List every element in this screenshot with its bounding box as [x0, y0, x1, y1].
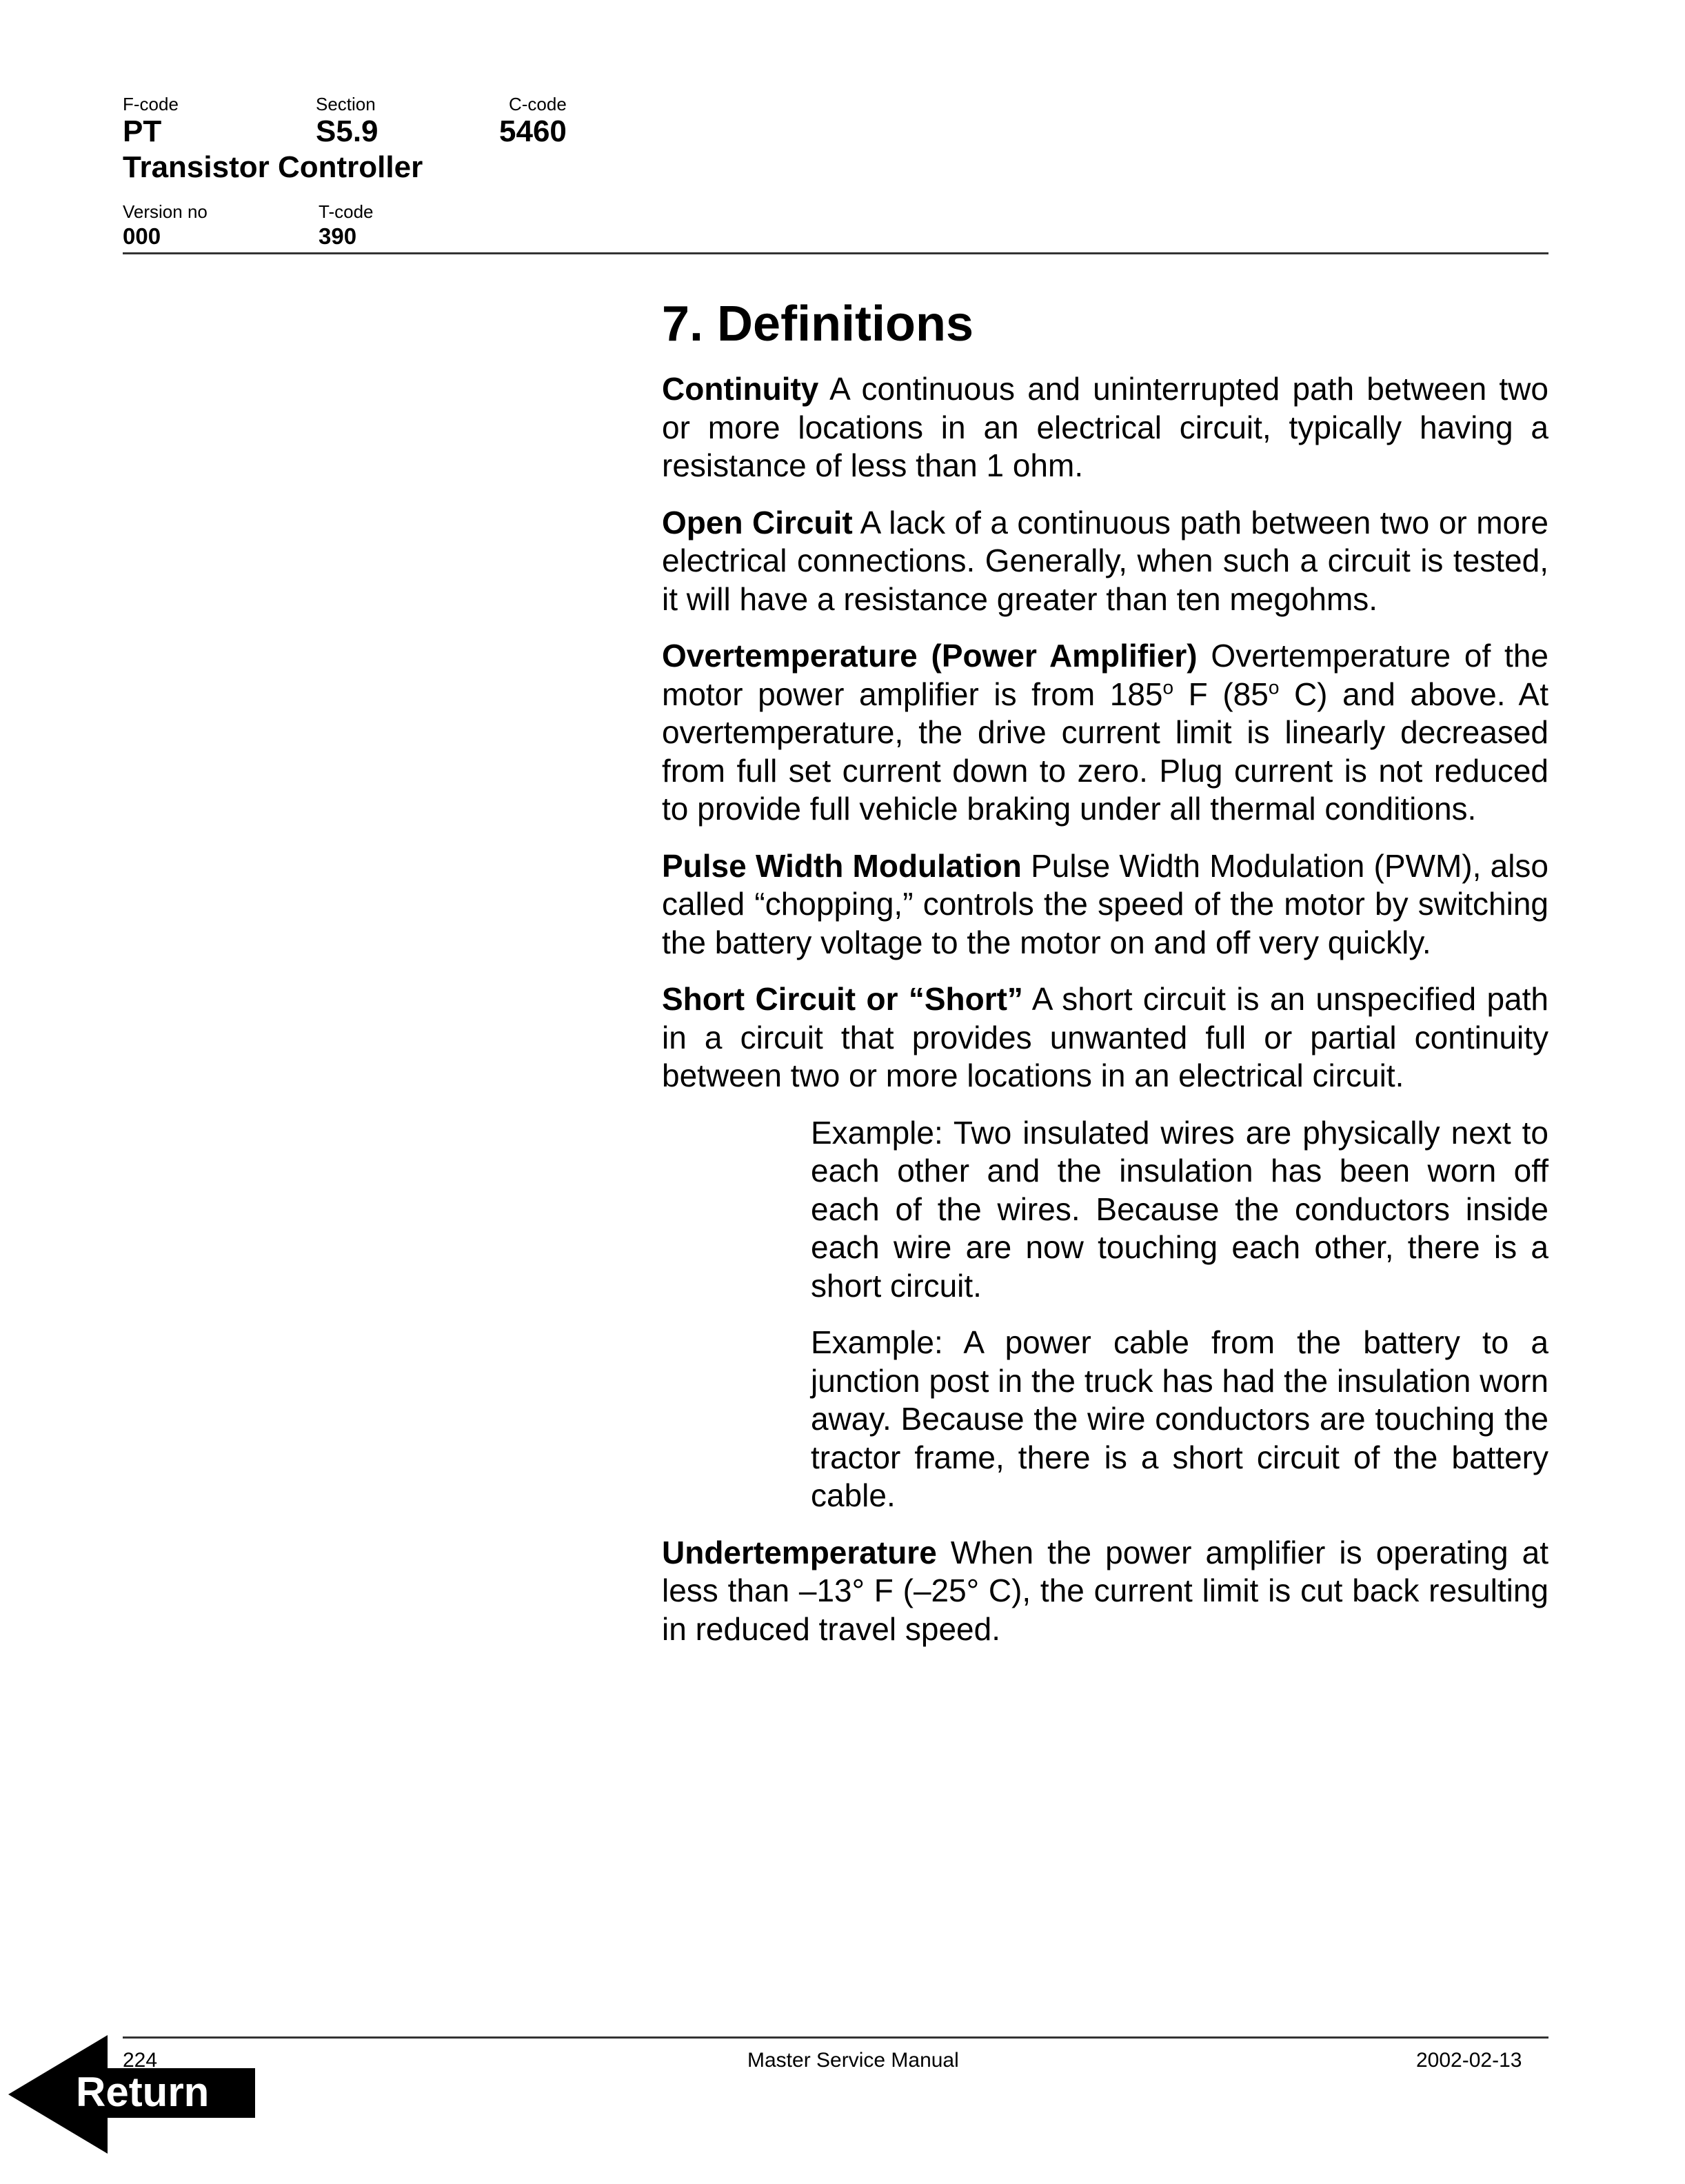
- definition-undertemperature: [662, 1534, 1548, 1649]
- degree-sup: o: [1268, 676, 1280, 698]
- section-heading: 7. Definitions: [662, 296, 974, 352]
- return-button[interactable]: [0, 2032, 256, 2160]
- tcode-label: T-code: [319, 201, 374, 222]
- definition-short-circuit: [662, 980, 1548, 1095]
- term: Short Circuit or “Short”: [662, 981, 1023, 1017]
- version-label: Version no: [123, 201, 208, 222]
- term: Continuity: [662, 371, 819, 407]
- page-number: 224: [123, 2049, 158, 2072]
- ccode-value: 5460: [499, 114, 567, 148]
- fcode-value: PT: [123, 114, 162, 148]
- definition-overtemperature: [662, 637, 1548, 829]
- term: Pulse Width Modulation: [662, 847, 1022, 884]
- term: Undertemperature: [662, 1534, 937, 1570]
- footer-divider: [123, 2036, 1548, 2039]
- definition-text: A short circuit is an unspecified path in a circuit that provides unwanted full or partial continuity between two or more locations in an electrical circuit.: [662, 981, 1548, 1093]
- term: Overtemperature (Power Amplifier): [662, 638, 1198, 674]
- term: Open Circuit: [662, 504, 853, 540]
- definition-text: C) and above. At overtemperature, the drive current limit is linearly decreased from full set current down to zero. Plug current is not reduced to provide full vehicle braking under all thermal conditions.: [662, 676, 1548, 827]
- definitions-section: [662, 293, 1548, 1667]
- section-label: Section: [316, 94, 376, 114]
- tcode-value: 390: [319, 223, 357, 249]
- example-1: Example: Two insulated wires are physically next to each other and the insulation has been worn off each of the wires. Because the conductors inside each wire are now touching each other, there is a short circuit.: [811, 1114, 1548, 1304]
- definition-text: F (85: [1173, 676, 1269, 712]
- footer-date: 2002-02-13: [1416, 2049, 1522, 2072]
- definition-text: Pulse Width Modulation (PWM), also called “chopping,” controls the speed of the motor by switching the battery voltage to the motor on and off very quickly.: [662, 847, 1549, 960]
- header-divider: [123, 252, 1548, 254]
- return-label: Return: [76, 2069, 210, 2115]
- example-2: Example: A power cable from the battery to a junction post in the truck has had the insulation worn away. Because the wire conductors are touching the tractor frame, there is a short circuit of the battery cable.: [811, 1324, 1548, 1513]
- ccode-label: C-code: [509, 94, 567, 114]
- footer-title: Master Service Manual: [747, 2049, 959, 2072]
- document-title: Transistor Controller: [123, 150, 423, 184]
- definition-text: Overtemperature of the motor power amplifier is from 185: [662, 638, 1548, 712]
- definition-text: When the power amplifier is operating at less than –13° F (–25° C), the current limit is cut back resulting in reduced travel speed.: [662, 1534, 1548, 1647]
- definition-continuity: [662, 370, 1548, 485]
- definition-text: A continuous and uninterrupted path between two or more locations in an electrical circuit, typically having a resistance of less than 1 ohm.: [662, 371, 1548, 483]
- definition-open-circuit: [662, 504, 1548, 619]
- fcode-label: F-code: [123, 94, 179, 114]
- definition-text: A lack of a continuous path between two or more electrical connections. Generally, when such a circuit is tested, it will have a resistance greater than ten megohms.: [662, 504, 1548, 617]
- version-value: 000: [123, 223, 161, 249]
- definition-pwm: [662, 847, 1548, 962]
- section-value: S5.9: [316, 114, 379, 148]
- degree-sup: o: [1162, 676, 1174, 698]
